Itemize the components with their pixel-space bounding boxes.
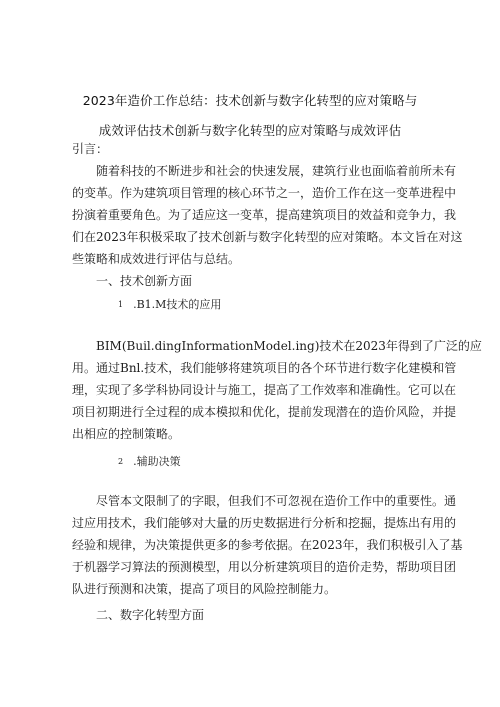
paragraph-2-line: 于机器学习算法的预测模型，用以分析建筑项目的造价走势，帮助项目团 xyxy=(72,560,457,574)
paragraph-1-line: 出相应的控制策略。 xyxy=(72,427,181,441)
paragraph-2-line: 队进行预测和决策，提高了项目的风险控制能力。 xyxy=(72,582,337,596)
section-1-heading: 一、技术创新方面 xyxy=(96,274,193,288)
subsection-2-heading xyxy=(118,455,181,469)
document-title-line-2: 成效评估技术创新与数字化转型的应对策略与成效评估 xyxy=(98,123,402,138)
paragraph-2-line: 经验和规律，为决策提供更多的参考依据。在2023年，我们积极引入了基 xyxy=(72,538,463,552)
subsection-2-title: .辅助决策 xyxy=(133,455,181,468)
paragraph-1-line: BIM(Buil.dingInformationModel.ing)技术在2023年得到了广泛的应 xyxy=(96,339,482,353)
paragraph-1-line: 项目初期进行全过程的成本模拟和优化，提前发现潜在的造价风险，并提 xyxy=(72,405,457,419)
paragraph-1-line: 用。通过Bnl.技术，我们能够将建筑项目的各个环节进行数字化建模和管 xyxy=(72,361,457,375)
subsection-1-title: .B1.M技术的应用 xyxy=(133,298,222,311)
subsection-2-number: 2 xyxy=(118,457,124,466)
intro-paragraph-line: 些策略和成效进行评估与总结。 xyxy=(72,252,241,266)
intro-paragraph-line: 扮演着重要角色。为了适应这一变革，提高建筑项目的效益和竞争力，我 xyxy=(72,208,457,222)
subsection-1-number: 1 xyxy=(118,300,124,309)
section-2-heading: 二、数字化转型方面 xyxy=(96,608,205,622)
paragraph-1-line: 理，实现了多学科协同设计与施工，提高了工作效率和准确性。它可以在 xyxy=(72,383,457,397)
intro-paragraph-line: 随着科技的不断进步和社会的快速发展，建筑行业也面临着前所未有 xyxy=(96,164,457,178)
intro-paragraph-line: 的变革。作为建筑项目管理的核心环节之一，造价工作在这一变革进程中 xyxy=(72,186,457,200)
document-title-line-1: 2023年造价工作总结：技术创新与数字化转型的应对策略与 xyxy=(82,93,418,108)
paragraph-2-line: 尽管本文限制了的字眼，但我们不可忽视在造价工作中的重要性。通 xyxy=(96,494,457,508)
intro-paragraph-line: 们在2023年积极采取了技术创新与数字化转型的应对策略。本文旨在对这 xyxy=(72,230,463,244)
paragraph-2-line: 过应用技术，我们能够对大量的历史数据进行分析和挖掘，提炼出有用的 xyxy=(72,516,457,530)
subsection-1-heading xyxy=(118,298,221,312)
intro-label: 引言： xyxy=(72,142,109,156)
